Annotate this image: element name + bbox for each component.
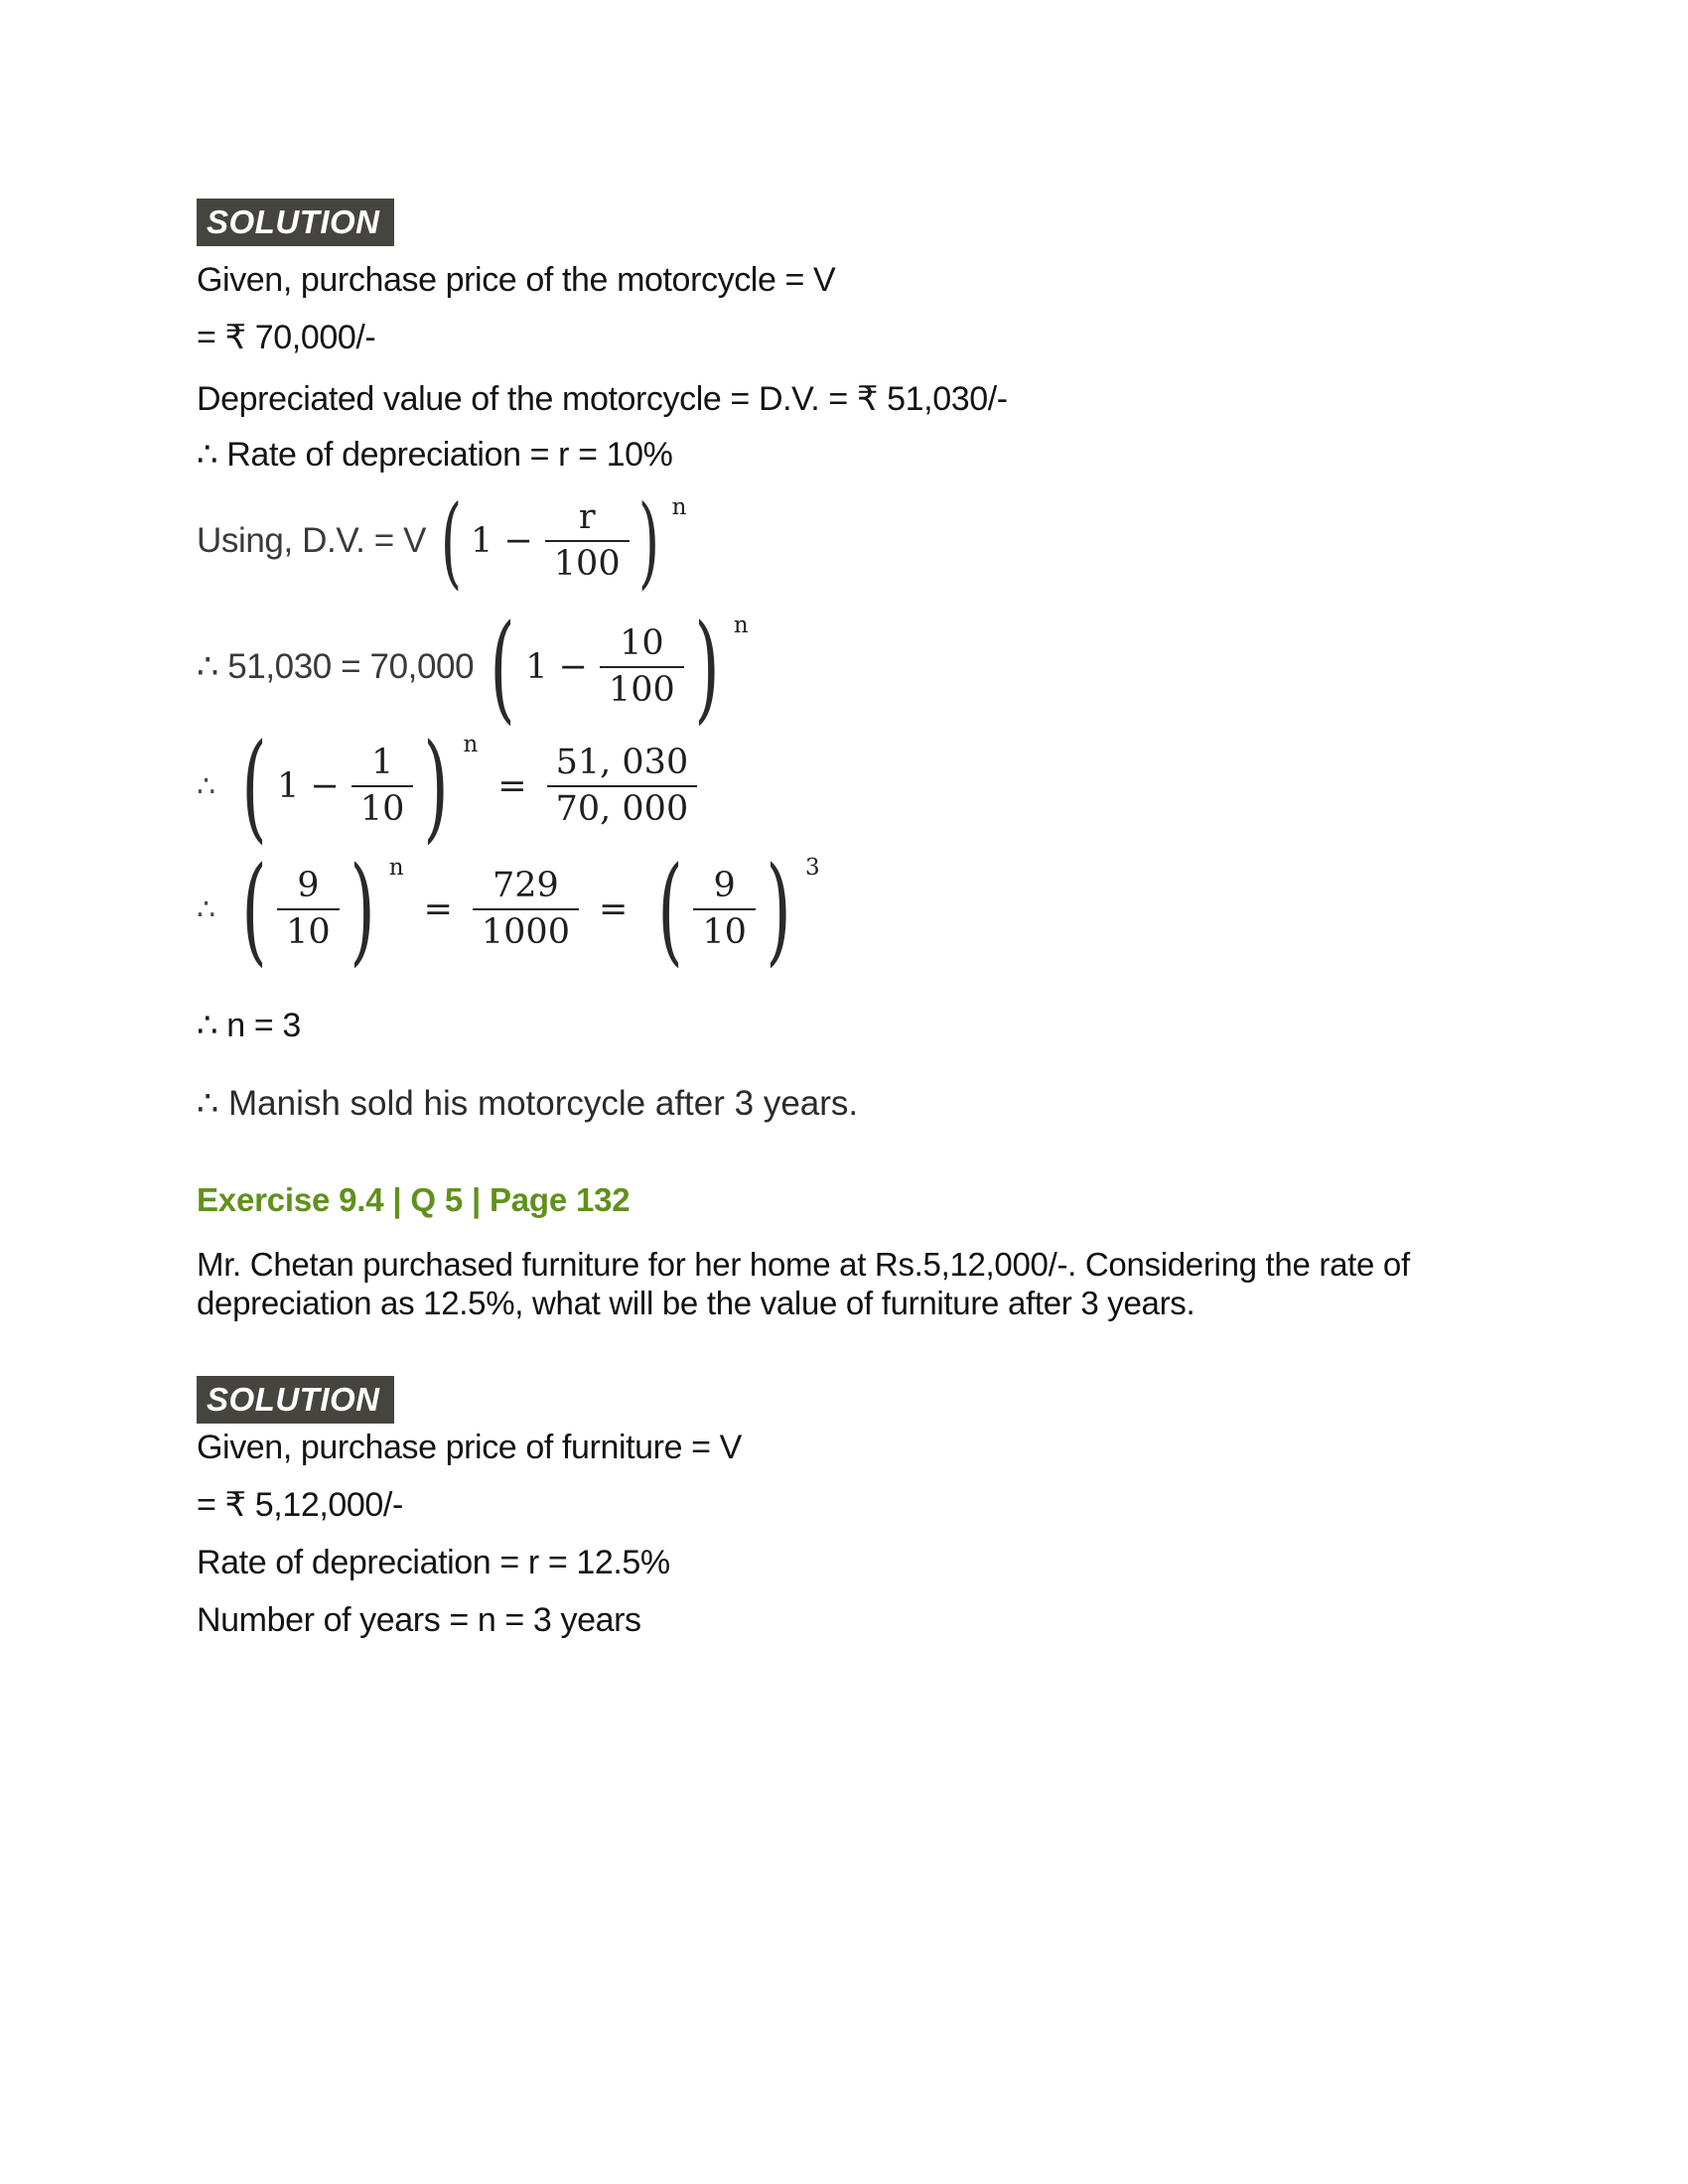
formula-solved bbox=[197, 841, 820, 978]
paren-group bbox=[647, 841, 820, 978]
therefore-symbol: ∴ bbox=[197, 892, 216, 926]
paren-group bbox=[432, 482, 687, 600]
solution-badge: SOLUTION bbox=[197, 1376, 394, 1424]
fraction-1-10: $\frac{1}{10}$ bbox=[352, 744, 414, 829]
fraction-729-1000: $\frac{729}{1000}$ bbox=[473, 867, 579, 952]
fraction-r-100: $\frac{r}{100}$ bbox=[545, 498, 630, 584]
fraction-9-10: $\frac{9}{10}$ bbox=[277, 867, 340, 952]
therefore-symbol: ∴ bbox=[197, 769, 216, 803]
paren-group bbox=[480, 599, 749, 736]
left-paren: ( bbox=[490, 599, 515, 736]
left-paren: ( bbox=[241, 841, 267, 978]
given-purchase-price-line: Given, purchase price of the motorcycle = V bbox=[197, 261, 836, 299]
formula-dv-general bbox=[197, 482, 687, 600]
fraction-10-100: $\frac{10}{100}$ bbox=[600, 624, 684, 710]
exponent-n: n bbox=[463, 732, 479, 758]
formula-prefix: ∴ 51,030 = 70,000 bbox=[197, 647, 475, 687]
right-paren: ) bbox=[694, 599, 720, 736]
equals-sign: = bbox=[598, 889, 629, 930]
formula-ratio bbox=[197, 718, 697, 855]
one-minus: 1 − bbox=[277, 766, 340, 807]
equals-sign: = bbox=[497, 766, 527, 807]
fraction-51030-70000: $\frac{51, 030}{70, 000}$ bbox=[547, 744, 698, 829]
n-equals-3-line: ∴ n = 3 bbox=[197, 1007, 301, 1044]
given-furniture-price-line: Given, purchase price of furniture = V bbox=[197, 1429, 742, 1466]
paren-group bbox=[231, 718, 479, 855]
right-paren: ) bbox=[637, 482, 659, 600]
paren-group bbox=[231, 841, 404, 978]
left-paren: ( bbox=[241, 718, 267, 855]
conclusion-line: ∴ Manish sold his motorcycle after 3 years. bbox=[197, 1084, 859, 1123]
rate-of-depreciation-line: ∴ Rate of depreciation = r = 10% bbox=[197, 436, 673, 474]
one-minus: 1 − bbox=[471, 521, 533, 562]
formula-substituted bbox=[197, 599, 749, 736]
exponent-n: n bbox=[388, 855, 404, 882]
fraction-9-10: $\frac{9}{10}$ bbox=[693, 867, 756, 952]
solution-badge: SOLUTION bbox=[197, 199, 394, 246]
number-of-years-line: Number of years = n = 3 years bbox=[197, 1601, 641, 1639]
equals-sign: = bbox=[423, 889, 453, 930]
furniture-price-value-line: = ₹ 5,12,000/- bbox=[197, 1486, 403, 1524]
exponent-n: n bbox=[671, 494, 687, 521]
right-paren: ) bbox=[350, 841, 375, 978]
exercise-heading: Exercise 9.4 | Q 5 | Page 132 bbox=[197, 1181, 631, 1218]
question-text: Mr. Chetan purchased furniture for her home at Rs.5,12,000/-. Considering the rate of depreciation as 12.5%, what will be the value of furniture after 3 years. bbox=[197, 1246, 1410, 1321]
formula-prefix: Using, D.V. = V bbox=[197, 521, 427, 561]
exponent-n: n bbox=[733, 613, 749, 639]
one-minus: 1 − bbox=[525, 647, 588, 688]
rate-of-depreciation-line: Rate of depreciation = r = 12.5% bbox=[197, 1544, 670, 1581]
right-paren: ) bbox=[423, 718, 450, 855]
exponent-3: 3 bbox=[804, 855, 820, 882]
depreciated-value-line: Depreciated value of the motorcycle = D.V. = ₹ 51,030/- bbox=[197, 380, 1008, 418]
purchase-price-value-line: = ₹ 70,000/- bbox=[197, 319, 376, 356]
right-paren: ) bbox=[766, 841, 791, 978]
left-paren: ( bbox=[440, 482, 463, 600]
left-paren: ( bbox=[657, 841, 683, 978]
